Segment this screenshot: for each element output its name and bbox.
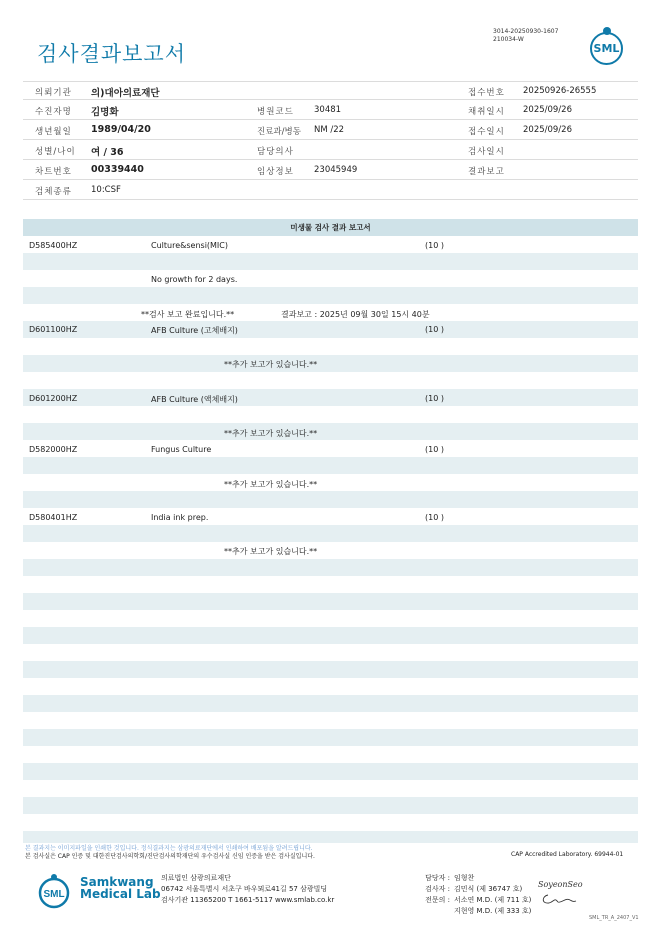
stripe <box>23 763 638 780</box>
stripe <box>23 287 638 304</box>
stripe <box>23 797 638 814</box>
stripe <box>23 831 638 843</box>
info-row-5: 차트번호 00339440 임상정보 23045949 결과보고 <box>23 161 638 180</box>
stripe <box>23 559 638 576</box>
footer-note-cert: 본 검사실은 CAP 인증 및 대한진단검사의학회/진단검사의학재단의 우수검사실 신임 인증을 받은 검사실입니다. <box>25 853 315 860</box>
receipt-no-value: 20250926-26555 <box>523 86 597 96</box>
receipt-date-value: 2025/09/26 <box>523 125 572 135</box>
stripe <box>23 253 638 270</box>
stripe <box>23 457 638 474</box>
test-code: D585400HZ <box>29 241 78 250</box>
stripe <box>23 627 638 644</box>
stripe <box>23 525 638 542</box>
page-title: 검사결과보고서 <box>37 42 187 66</box>
test-name: AFB Culture (액체배지) <box>151 395 238 404</box>
test-code: D601100HZ <box>29 325 78 334</box>
stripe <box>23 423 638 440</box>
staff-info: 담당자 : 임형찬 검사자 : 김민식 (제 36747 호) 전문의 : 서소연 M.D. (제 711 호) 지현영 M.D. (제 333 호) <box>425 874 532 915</box>
footer-note-print: 본 결과지는 이미지파일을 인쇄한 것입니다. 정식결과지는 삼광의료재단에서 인쇄하여 배포됨을 알려드립니다. <box>25 845 313 852</box>
hospital-code-value: 30481 <box>314 105 342 115</box>
stripe <box>23 661 638 678</box>
test-unit: (10 ) <box>425 325 444 334</box>
cap-accreditation: CAP Accredited Laboratory. 69944-01 <box>511 851 624 858</box>
specimen-value: 10:CSF <box>91 185 121 195</box>
result-note: No growth for 2 days. <box>151 275 238 284</box>
info-row-4: 성별/나이 여 / 36 담당의사 검사일시 <box>23 141 638 160</box>
org-info: 의료법인 삼광의료재단 06742 서울특별시 서초구 바우뫼로41길 57 삼광빌딩 검사기관 11365200 T 1661-5117 www.smlab.co.kr <box>161 874 335 904</box>
birth-value: 1989/04/20 <box>91 124 151 135</box>
test-unit: (10 ) <box>425 241 444 250</box>
stripe <box>23 729 638 746</box>
dept-value: NM /22 <box>314 125 345 135</box>
test-unit: (10 ) <box>425 513 444 522</box>
test-name: AFB Culture (고체배지) <box>151 326 238 335</box>
info-row-3: 생년월일 1989/04/20 진료과/병동 NM /22 접수일시 2025/09/26 <box>23 121 638 140</box>
document-id: 3014-20250930-1607 210034-W <box>493 28 559 43</box>
report-time: 결과보고 : 2025년 09월 30일 15시 40분 <box>281 310 430 319</box>
stripe <box>23 389 638 406</box>
test-name: Culture&sensi(MIC) <box>151 241 228 250</box>
signature: SoyeonSeo <box>538 880 583 889</box>
pending-note: **추가 보고가 있습니다.** <box>224 360 318 369</box>
sml-footer-logo-icon <box>36 873 72 909</box>
sml-logo: SML <box>590 32 623 65</box>
test-code: D580401HZ <box>29 513 78 522</box>
institution-value: 의)대아의료재단 <box>91 88 160 99</box>
stripe <box>23 491 638 508</box>
info-row-1: 의뢰기관 의)대아의료재단 접수번호 20250926-26555 <box>23 81 638 100</box>
signature-mark-icon <box>540 892 578 906</box>
sex-age-value: 여 / 36 <box>91 147 124 158</box>
test-name: Fungus Culture <box>151 445 212 454</box>
chart-no-value: 00339440 <box>91 164 144 175</box>
info-row-6: 검체종류 10:CSF <box>23 181 638 200</box>
test-code: D601200HZ <box>29 394 78 403</box>
pending-note: **추가 보고가 있습니다.** <box>224 429 318 438</box>
pending-note: **추가 보고가 있습니다.** <box>224 480 318 489</box>
test-code: D582000HZ <box>29 445 78 454</box>
result-header: 미생물 검사 결과 보고서 <box>23 219 638 236</box>
collect-date-value: 2025/09/26 <box>523 105 572 115</box>
footer-logo-text: SML <box>43 889 65 900</box>
stripe <box>23 593 638 610</box>
stripe <box>23 355 638 372</box>
test-unit: (10 ) <box>425 394 444 403</box>
patient-name-value: 김명화 <box>91 107 119 118</box>
stripe <box>23 321 638 338</box>
report-complete: **검사 보고 완료입니다.** <box>141 310 235 319</box>
test-unit: (10 ) <box>425 445 444 454</box>
form-version: SML_TR_A_2407_V1 <box>589 915 639 921</box>
brand-name: Samkwang Medical Lab <box>80 875 161 901</box>
info-row-2: 수진자명 김명화 병원코드 30481 채취일시 2025/09/26 <box>23 101 638 120</box>
test-name: India ink prep. <box>151 513 209 522</box>
pending-note: **추가 보고가 있습니다.** <box>224 547 318 556</box>
clinical-info-value: 23045949 <box>314 165 358 175</box>
stripe <box>23 695 638 712</box>
